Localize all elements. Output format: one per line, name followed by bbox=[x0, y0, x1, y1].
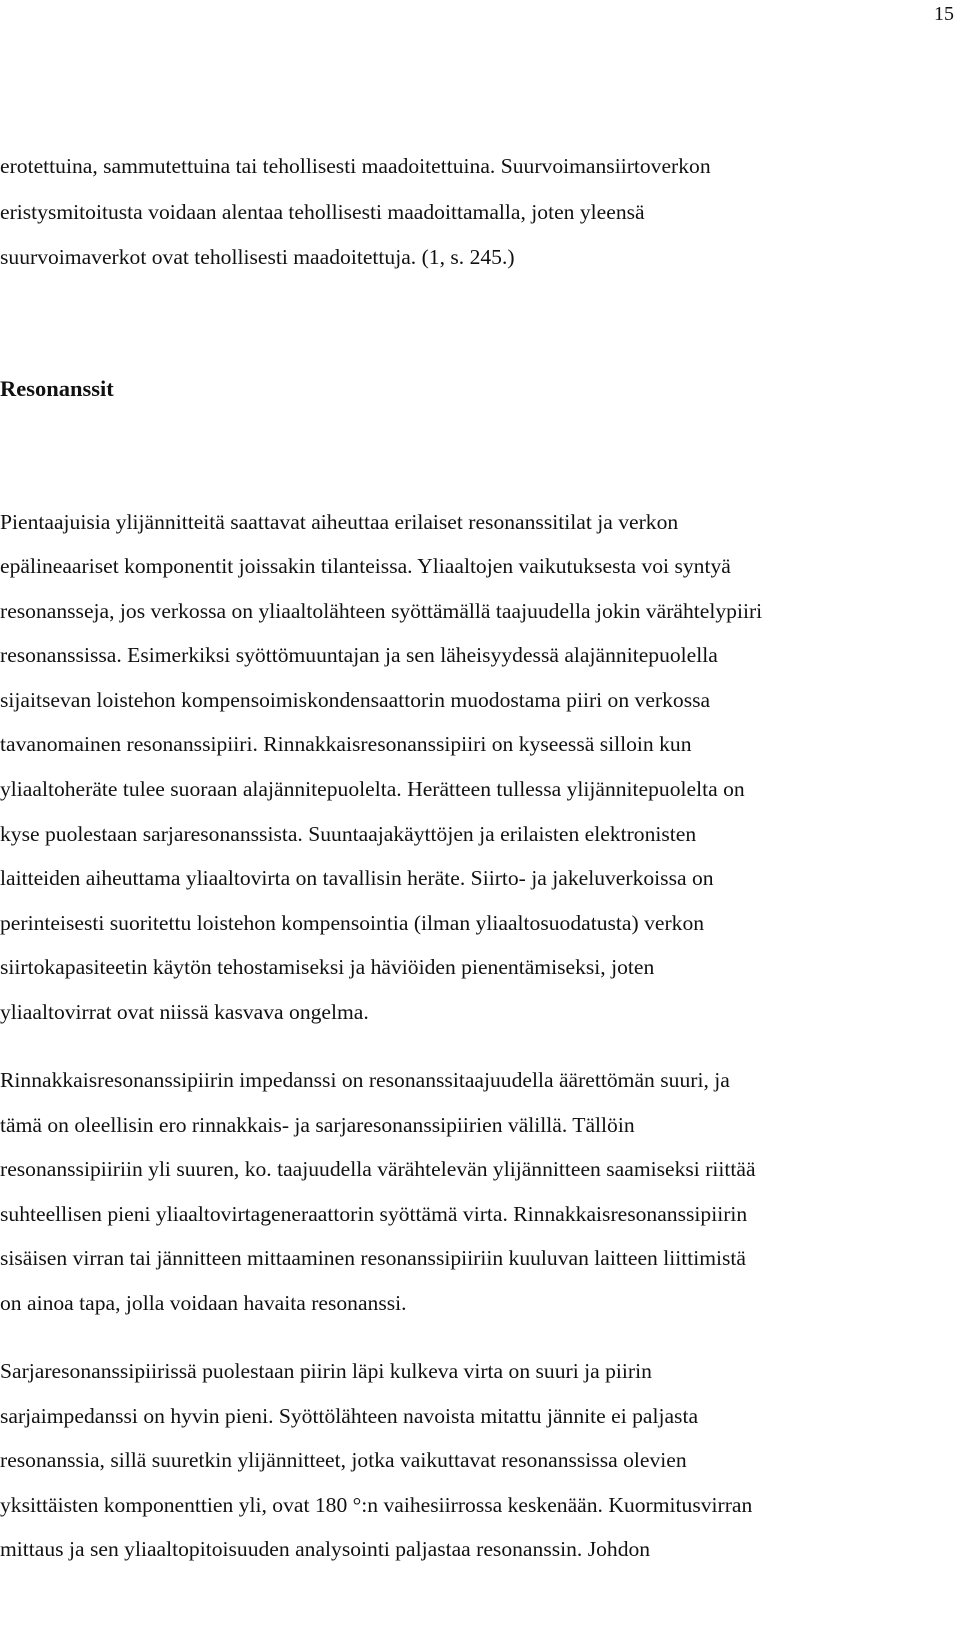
section-heading: Resonanssit bbox=[0, 376, 114, 401]
text-line: eristysmitoitusta voidaan alentaa tehollisesti maadoittamalla, joten yleensä bbox=[0, 200, 645, 224]
text-line: perinteisesti suoritettu loistehon kompensointia (ilman yliaaltosuodatusta) verkon bbox=[0, 911, 705, 935]
text-line: Pientaajuisia ylijännitteitä saattavat aiheuttaa erilaiset resonanssitilat ja verkon bbox=[0, 510, 679, 534]
text-line: sarjaimpedanssi on hyvin pieni. Syöttölähteen navoista mitattu jännite ei paljasta bbox=[0, 1404, 699, 1428]
text-line: resonanssipiiriin yli suuren, ko. taajuudella värähtelevän ylijännitteen saamiseksi riittää bbox=[0, 1157, 756, 1181]
text-line: Sarjaresonanssipiirissä puolestaan piirin läpi kulkeva virta on suuri ja piirin bbox=[0, 1359, 652, 1383]
text-line: resonanssissa. Esimerkiksi syöttömuuntajan ja sen läheisyydessä alajännitepuolella bbox=[0, 643, 718, 667]
text-line: resonansseja, jos verkossa on yliaaltolähteen syöttämällä taajuudella jokin värähtelypiiri bbox=[0, 599, 763, 623]
text-line: tavanomainen resonanssipiiri. Rinnakkaisresonanssipiiri on kyseessä silloin kun bbox=[0, 732, 692, 756]
text-line: yliaaltovirrat ovat niissä kasvava ongelma. bbox=[0, 1000, 369, 1024]
text-line: laitteiden aiheuttama yliaaltovirta on tavallisin heräte. Siirto- ja jakeluverkoissa on bbox=[0, 866, 714, 890]
text-line: yliaaltoheräte tulee suoraan alajännitepuolelta. Herätteen tullessa ylijännitepuolelta on bbox=[0, 777, 745, 801]
text-line: yksittäisten komponenttien yli, ovat 180 °:n vaihesiirrossa keskenään. Kuormitusvirran bbox=[0, 1493, 753, 1517]
text-line: sisäisen virran tai jännitteen mittaaminen resonanssipiiriin kuuluvan laitteen liittimistä bbox=[0, 1246, 747, 1270]
text-line: mittaus ja sen yliaaltopitoisuuden analysointi paljastaa resonanssin. Johdon bbox=[0, 1537, 651, 1561]
text-line: on ainoa tapa, jolla voidaan havaita resonanssi. bbox=[0, 1291, 407, 1315]
page-number: 15 bbox=[934, 3, 954, 25]
text-line: sijaitsevan loistehon kompensoimiskondensaattorin muodostama piiri on verkossa bbox=[0, 688, 711, 712]
text-line: epälineaariset komponentit joissakin tilanteissa. Yliaaltojen vaikutuksesta voi syntyä bbox=[0, 554, 731, 578]
text-line: suurvoimaverkot ovat tehollisesti maadoitettuja. (1, s. 245.) bbox=[0, 245, 515, 269]
text-line: resonanssia, sillä suuretkin ylijännitteet, jotka vaikuttavat resonanssissa olevien bbox=[0, 1448, 687, 1472]
text-line: erotettuina, sammutettuina tai tehollisesti maadoitettuina. Suurvoimansiirtoverkon bbox=[0, 154, 711, 178]
text-line: tämä on oleellisin ero rinnakkais- ja sarjaresonanssipiirien välillä. Tällöin bbox=[0, 1113, 635, 1137]
text-line: suhteellisen pieni yliaaltovirtageneraattorin syöttämä virta. Rinnakkaisresonanssipiirin bbox=[0, 1202, 748, 1226]
text-line: siirtokapasiteetin käytön tehostamiseksi ja häviöiden pienentämiseksi, joten bbox=[0, 955, 655, 979]
text-line: Rinnakkaisresonanssipiirin impedanssi on resonanssitaajuudella äärettömän suuri, ja bbox=[0, 1068, 730, 1092]
text-line: kyse puolestaan sarjaresonanssista. Suuntaajakäyttöjen ja erilaisten elektronisten bbox=[0, 822, 697, 846]
